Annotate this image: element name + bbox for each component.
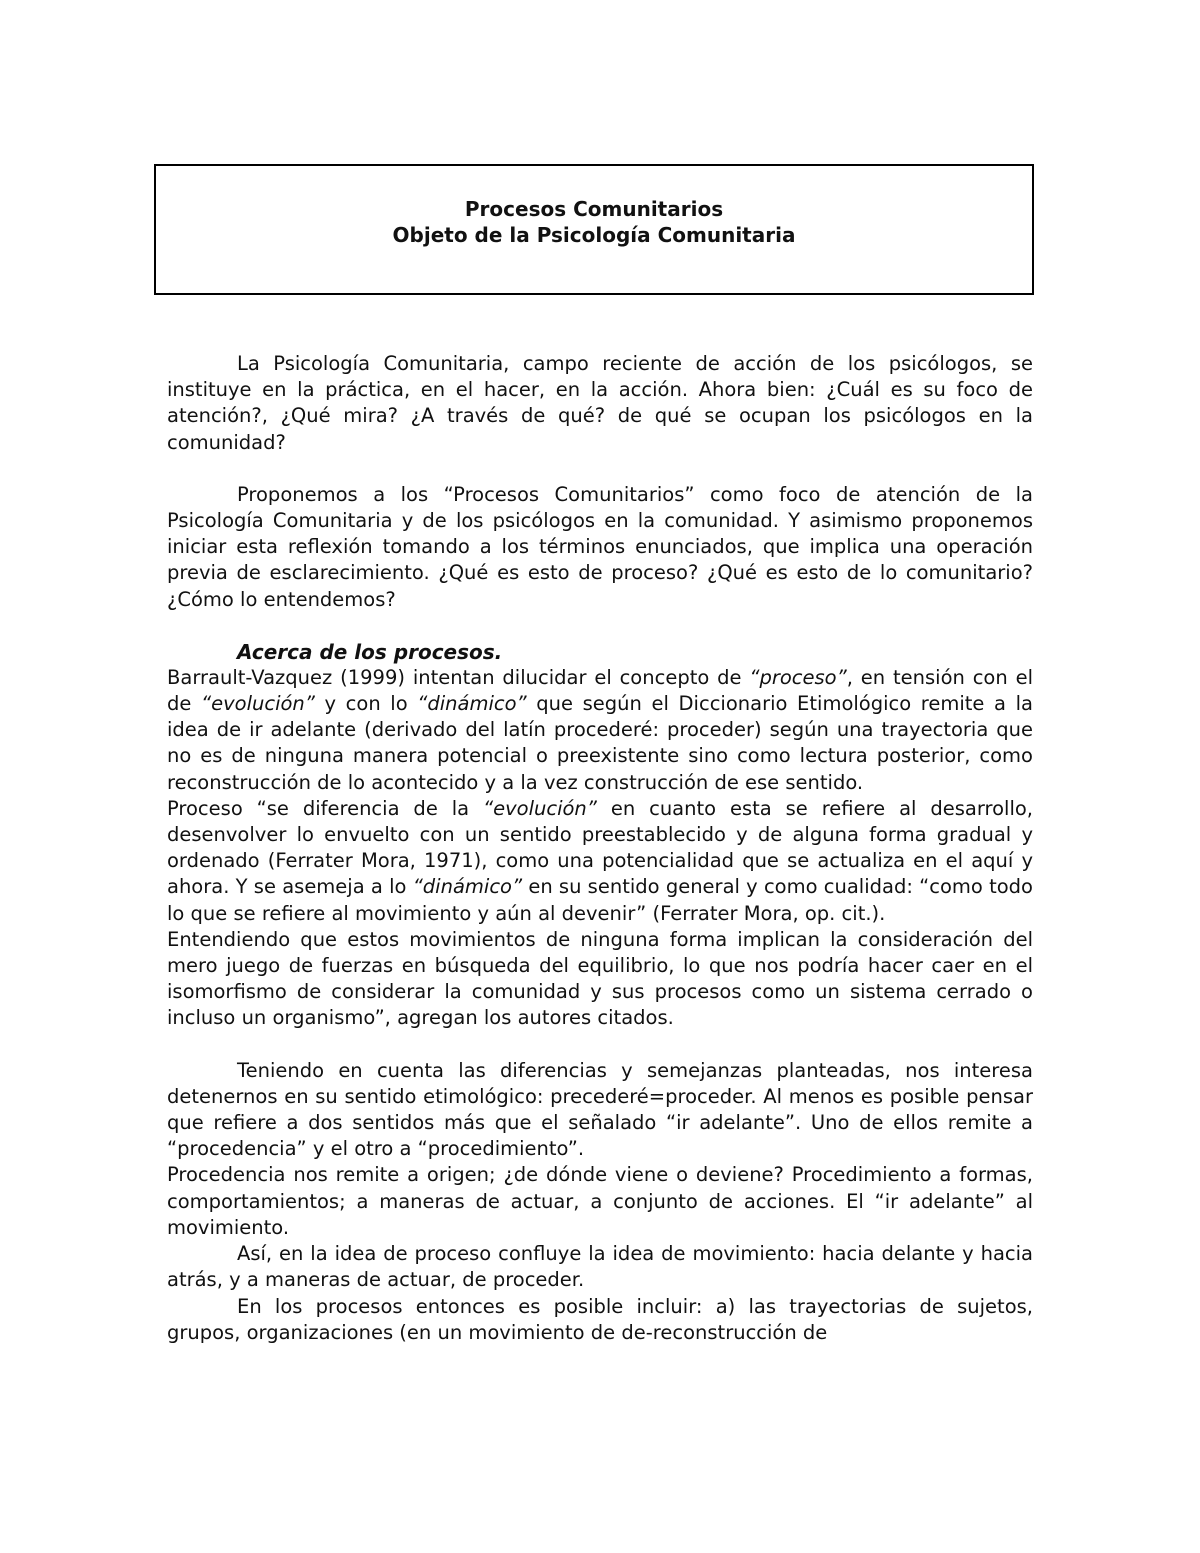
title-box [154, 164, 1034, 295]
paragraph-procedencia: Procedencia nos remite a origen; ¿de dónde viene o deviene? Procedimiento a formas, comportamientos; a maneras de actuar, a conjunto de acciones. El “ir adelante” al movimiento. [167, 1163, 1033, 1239]
document-subtitle: Objeto de la Psicología Comunitaria [392, 223, 796, 247]
paragraph-entendiendo: Entendiendo que estos movimientos de ninguna forma implican la consideración del mero juego de fuerzas en búsqueda del equilibrio, lo que nos podría hacer caer en el isomorfismo de considerar la comunidad y sus procesos como un sistema cerrado o incluso un organismo”, agregan los autores citados. [167, 927, 1033, 1030]
section-heading: Acerca de los procesos. [237, 639, 503, 664]
paragraph-proceso: Proceso “se diferencia de la “evolución” en cuanto esta se refiere al desarrollo, desenvolver lo envuelto con un sentido preestablecido y de alguna forma gradual y ordenado (Ferrater Mora, 1971), como una potencialidad que se actualiza en el aquí y ahora. Y se asemeja a lo “dinámico” en su sentido general y como cualidad: “como todo lo que se refiere al movimiento y aún al devenir” (Ferrater Mora, op. cit.). [167, 796, 1033, 925]
paragraph-en-los-procesos: En los procesos entonces es posible incluir: a) las trayectorias de sujetos, grupos, organizaciones (en un movimiento de de-reconstrucción de [167, 1294, 1033, 1344]
document-title: Procesos Comunitarios [464, 197, 724, 221]
paragraph-barrault: Barrault-Vazquez (1999) intentan dilucidar el concepto de “proceso”, en tensión con el de “evolución” y con lo “dinámico” que según el Diccionario Etimológico remite a la idea de ir adelante (derivado del latín procederé: proceder) según una trayectoria que no es de ninguna manera potencial o preexistente sino como lectura posterior, como reconstrucción de lo acontecido y a la vez construcción de ese sentido. [167, 665, 1033, 794]
document-body [167, 351, 1033, 1346]
paragraph-asi: Así, en la idea de proceso confluye la idea de movimiento: hacia delante y hacia atrás, y a maneras de actuar, de proceder. [167, 1242, 1033, 1292]
paragraph-proposal: Proponemos a los “Procesos Comunitarios” como foco de atención de la Psicología Comunitaria y de los psicólogos en la comunidad. Y asimismo proponemos iniciar esta reflexión tomando a los términos enunciados, que implica una operación previa de esclarecimiento. ¿Qué es esto de proceso? ¿Qué es esto de lo comunitario? ¿Cómo lo entendemos? [167, 482, 1033, 611]
paragraph-teniendo: Teniendo en cuenta las diferencias y semejanzas planteadas, nos interesa detenernos en su sentido etimológico: precederé=proceder. Al menos es posible pensar que refiere a dos sentidos más que el señalado “ir adelante”. Uno de ellos remite a “procedencia” y el otro a “procedimiento”. [167, 1058, 1033, 1161]
paragraph-intro: La Psicología Comunitaria, campo reciente de acción de los psicólogos, se instituye en la práctica, en el hacer, en la acción. Ahora bien: ¿Cuál es su foco de atención?, ¿Qué mira? ¿A través de qué? de qué se ocupan los psicólogos en la comunidad? [167, 352, 1033, 454]
